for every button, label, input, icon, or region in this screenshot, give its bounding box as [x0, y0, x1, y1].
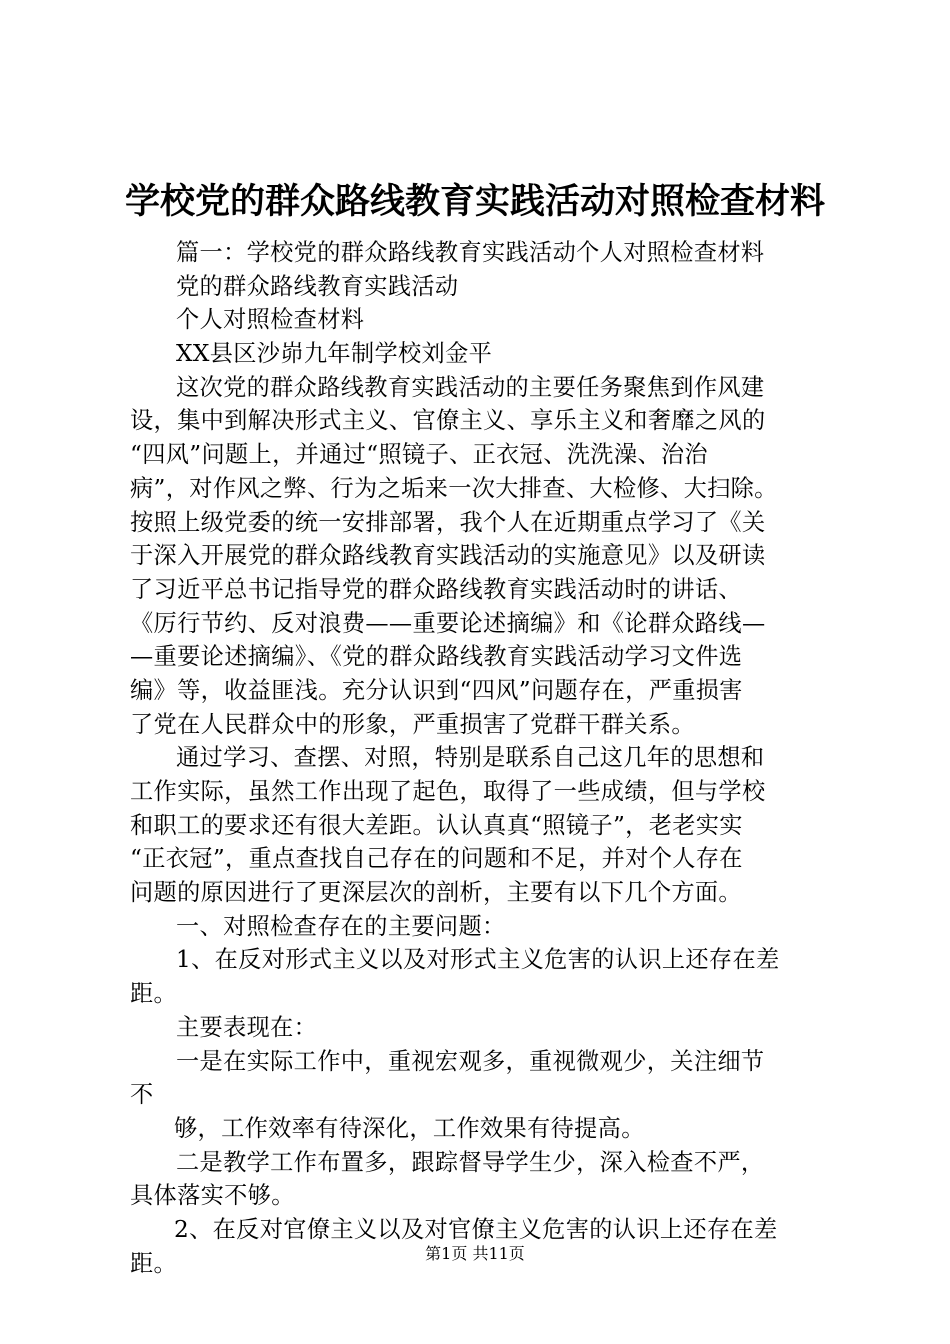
- paragraph-line: 问题的原因进行了更深层次的剖析，主要有以下几个方面。: [130, 879, 742, 907]
- paragraph-line: 二是教学工作布置多，跟踪督导学生少，深入检查不严，: [176, 1148, 765, 1176]
- paragraph-line: 一是在实际工作中，重视宏观多，重视微观少，关注细节: [176, 1047, 765, 1075]
- paragraph-line: 病”，对作风之弊、行为之垢来一次大排查、大检修、大扫除。: [130, 474, 778, 502]
- paragraph-line: 了党在人民群众中的形象，严重损害了党群干群关系。: [130, 710, 695, 738]
- subtitle-line: 党的群众路线教育实践活动: [176, 272, 459, 300]
- paragraph-line: 和职工的要求还有很大差距。认认真真“照镜子”，老老实实: [130, 811, 743, 839]
- paragraph-line: 编》等，收益匪浅。充分认识到“四风”问题存在，严重损害: [130, 676, 743, 704]
- paragraph-line: 工作实际，虽然工作出现了起色，取得了一些成绩，但与学校: [130, 778, 766, 805]
- paragraph-line: 具体落实不够。: [130, 1182, 295, 1210]
- paragraph-line: 这次党的群众路线教育实践活动的主要任务聚焦到作风建: [176, 373, 765, 401]
- paragraph-line: 够，工作效率有待深化，工作效果有待提高。: [174, 1114, 645, 1142]
- paragraph-line: —重要论述摘编》、《党的群众路线教育实践活动学习文件选: [130, 643, 743, 671]
- author-line: XX县区沙峁九年制学校刘金平: [176, 340, 493, 368]
- paragraph-line: “四风”问题上，并通过“照镜子、正衣冠、洗洗澡、治治: [130, 441, 708, 469]
- paragraph-line: 了习近平总书记指导党的群众路线教育实践活动时的讲话、: [130, 575, 742, 603]
- paragraph-line: 通过学习、查摆、对照，特别是联系自己这几年的思想和: [176, 744, 765, 772]
- page-footer: 第1页 共11页: [425, 1244, 525, 1263]
- paragraph-line: 主要表现在：: [176, 1013, 318, 1041]
- paragraph-line: 1、在反对形式主义以及对形式主义危害的认识上还存在差: [176, 946, 780, 974]
- paragraph-line: 按照上级党委的统一安排部署，我个人在近期重点学习了《关: [130, 508, 766, 536]
- paragraph-line: 2、在反对官僚主义以及对官僚主义危害的认识上还存在差: [174, 1215, 778, 1243]
- subtitle-line: 个人对照检查材料: [176, 306, 365, 334]
- paragraph-line: 设，集中到解决形式主义、官僚主义、享乐主义和奢靡之风的: [130, 407, 766, 435]
- paragraph-line: 于深入开展党的群众路线教育实践活动的实施意见》以及研读: [130, 542, 766, 570]
- section-heading: 篇一：学校党的群众路线教育实践活动个人对照检查材料: [176, 239, 765, 266]
- paragraph-line: “正衣冠”，重点查找自己存在的问题和不足，并对个人存在: [130, 845, 743, 873]
- section-heading: 一、对照检查存在的主要问题：: [176, 912, 506, 940]
- paragraph-line: 不: [130, 1081, 154, 1109]
- document-title: 学校党的群众路线教育实践活动对照检查材料: [124, 181, 825, 222]
- paragraph-line: 《厉行节约、反对浪费——重要论述摘编》和《论群众路线—: [130, 609, 766, 637]
- document-body: [130, 236, 830, 1280]
- paragraph-line: 距。: [130, 980, 178, 1008]
- paragraph-line: 距。: [130, 1249, 178, 1277]
